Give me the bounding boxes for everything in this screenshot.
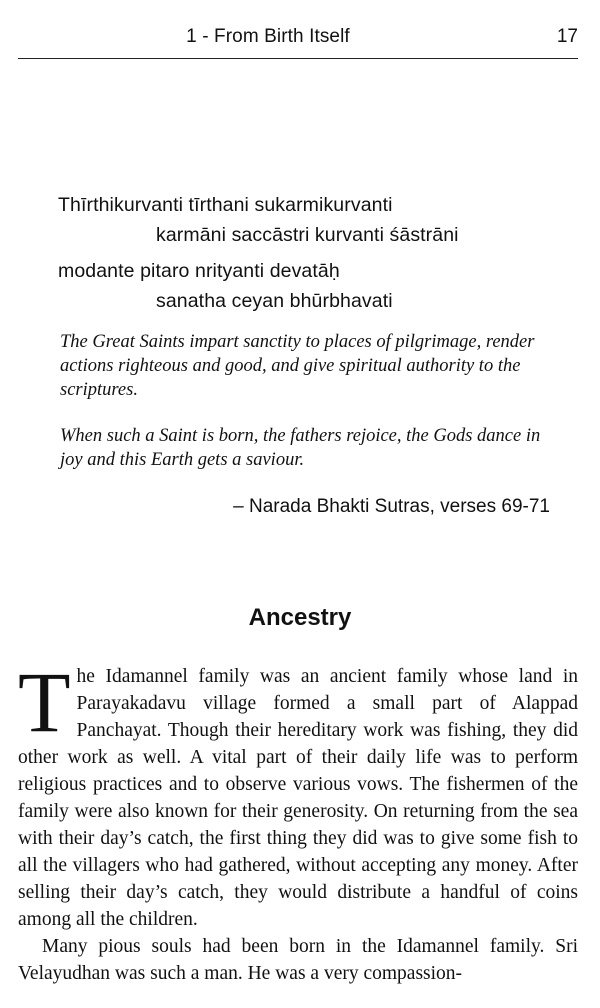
chapter-title: 1 - From Birth Itself [186, 26, 350, 47]
verse-line-4: sanatha ceyan bhūrbhavati [156, 290, 393, 312]
body-text [18, 654, 578, 987]
translation-paragraph-1: The Great Saints impart sanctity to places of pilgrimage, render actions righteous and good, and give spiritual authority to the scriptures. [60, 332, 535, 400]
verse-line-1: Thīrthikurvanti tīrthani sukarmikurvanti [58, 194, 393, 216]
body-paragraph-1-text: he Idamannel family was an ancient family whose land in Parayakadavu village formed a small part of Alappad Panchayat. Though their hereditary work was fishing, they did other work as well. A vital part of their daily life was to perform religious practices and to observe various vows. The fishermen of the family were also known for their generosity. On returning from the sea with their day’s catch, the first thing they did was to give some fish to all the villagers who had gathered, without accepting any money. After selling their day’s catch, they would distribute a handful of coins among all the children. [18, 666, 578, 930]
body-paragraph-1 [18, 654, 578, 933]
running-header [18, 26, 580, 56]
body-paragraph-2: Many pious souls had been born in the Idamannel family. Sri Velayudhan was such a man. He was a very compassion- [18, 936, 578, 984]
translation-paragraph-2: When such a Saint is born, the fathers rejoice, the Gods dance in joy and this Earth gets a saviour. [60, 426, 541, 470]
drop-cap: T [18, 654, 71, 750]
verse-line-3: modante pitaro nrityanti devatāḥ [58, 260, 340, 282]
verse-attribution: – Narada Bhakti Sutras, verses 69-71 [233, 496, 550, 517]
verse-line-2: karmāni saccāstri kurvanti śāstrāni [156, 224, 459, 246]
page-number: 17 [556, 26, 578, 47]
header-divider [18, 58, 578, 59]
section-heading: Ancestry [248, 604, 352, 631]
